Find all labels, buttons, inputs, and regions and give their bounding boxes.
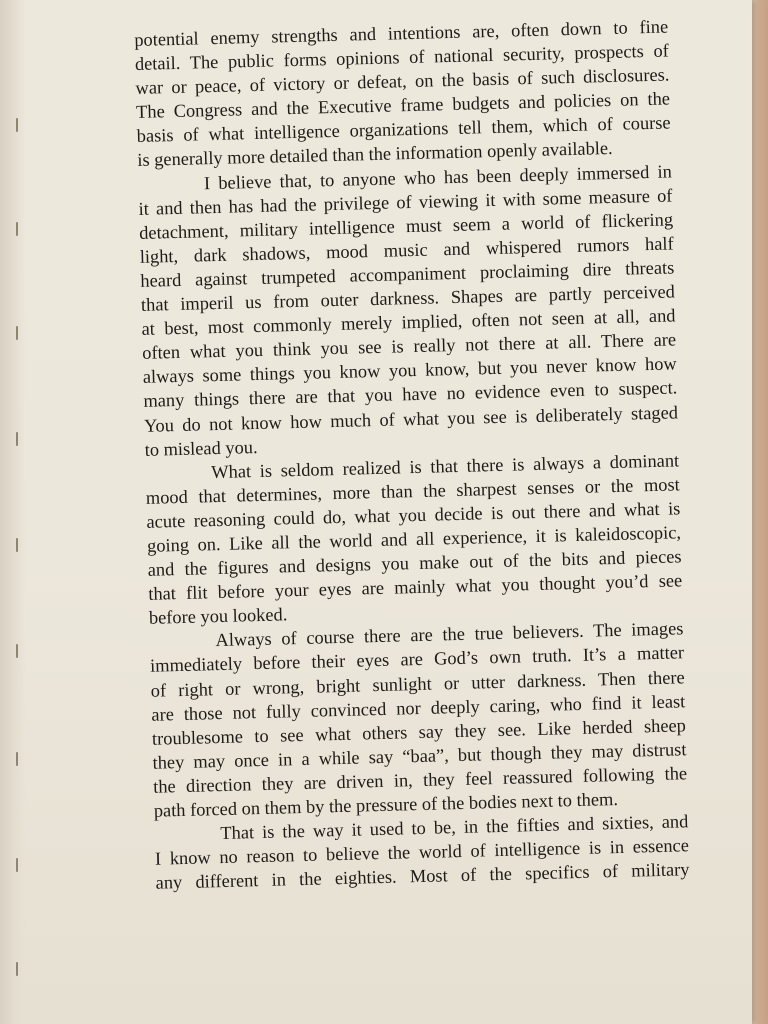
text-line: are those not fully convinced nor deeply caring, who find it least [151,690,686,725]
text-line: is generally more detailed than the information openly available. [137,138,613,171]
text-line: that flit before your eyes are mainly what you thought you’d see [148,570,683,604]
text-line: That is the way it used to be, in the fifties and sixties, and [220,811,689,844]
paragraph [149,617,688,823]
text-line: What is seldom realized is that there is always a dominant [211,450,680,482]
text-line: that imperil us from outer darkness. Shapes are partly perceived [140,281,676,315]
text-line: at best, most commonly merely implied, often not seen at all, and [141,305,676,340]
text-line: war or peace, of victory or defeat, on the basis of such disclosures. [135,64,670,99]
text-line: any different in the eighties. Most of the specifics of military [155,859,690,894]
paragraph [145,448,683,630]
text-line: detail. The public forms opinions of national security, prospects of [134,40,669,75]
text-line: to mislead you. [144,436,258,460]
paragraph [134,14,671,172]
body-text [134,14,690,895]
text-line: troublesome to see what others say they see. Like herded sheep [151,714,687,749]
binding-stitch [16,326,18,340]
binding-stitch [16,118,18,132]
text-line: acute reasoning could do, what you decide is out there and what is [146,498,681,532]
text-line: The Congress and the Executive frame budgets and policies on the [135,88,671,123]
text-line: it and then has had the privilege of viewing it with some measure of [138,185,673,219]
page-binding [0,0,26,1024]
text-line: always some things you know you know, but you never know how [142,353,677,388]
paragraph [154,809,690,895]
text-line: potential enemy strengths and intentions are, often down to fine [134,16,669,50]
text-line: path forced on them by the pressure of the bodies next to them. [153,789,619,821]
text-line: they may once in a while say “baa”, but though they may distrust [152,739,687,773]
text-line: You do not know how much of what you see is deliberately staged [143,401,679,436]
text-line: the direction they are driven in, they feel reassured following the [152,763,688,797]
binding-stitch [16,752,18,766]
binding-stitch [16,858,18,872]
text-line: of right or wrong, bright sunlight or utter darkness. Then there [150,666,685,701]
text-line: immediately before their eyes are God’s own truth. It’s a matter [149,642,685,677]
binding-stitch [16,962,18,976]
text-line: many things there are that you have no evidence even to suspect. [143,377,678,412]
text-line: detachment, military intelligence must seem a world of flickering [138,209,674,243]
binding-stitch [16,644,18,658]
text-line: Always of course there are the true believers. The images [215,618,684,651]
text-line: before you looked. [148,604,288,629]
text-line: I know no reason to believe the world of intelligence is in essence [154,835,690,869]
text-line: basis of what intelligence organizations tell them, which of course [136,112,671,147]
paragraph [138,159,679,462]
text-line: heard against trumpeted accompaniment proclaiming dire threats [140,257,675,291]
binding-stitch [16,538,18,552]
binding-stitch [16,222,18,236]
binding-stitch [16,432,18,446]
text-line: going on. Like all the world and all experience, it is kaleidoscopic, [146,522,682,556]
text-line: often what you think you see is really not there at all. There are [141,329,677,364]
text-line: and the figures and designs you make out of the bits and pieces [147,546,682,580]
text-line: I believe that, to anyone who has been deeply immersed in [203,161,673,193]
text-line: light, dark shadows, mood music and whispered rumors half [139,233,674,267]
text-line: mood that determines, more than the sharpest senses or the most [145,474,680,508]
